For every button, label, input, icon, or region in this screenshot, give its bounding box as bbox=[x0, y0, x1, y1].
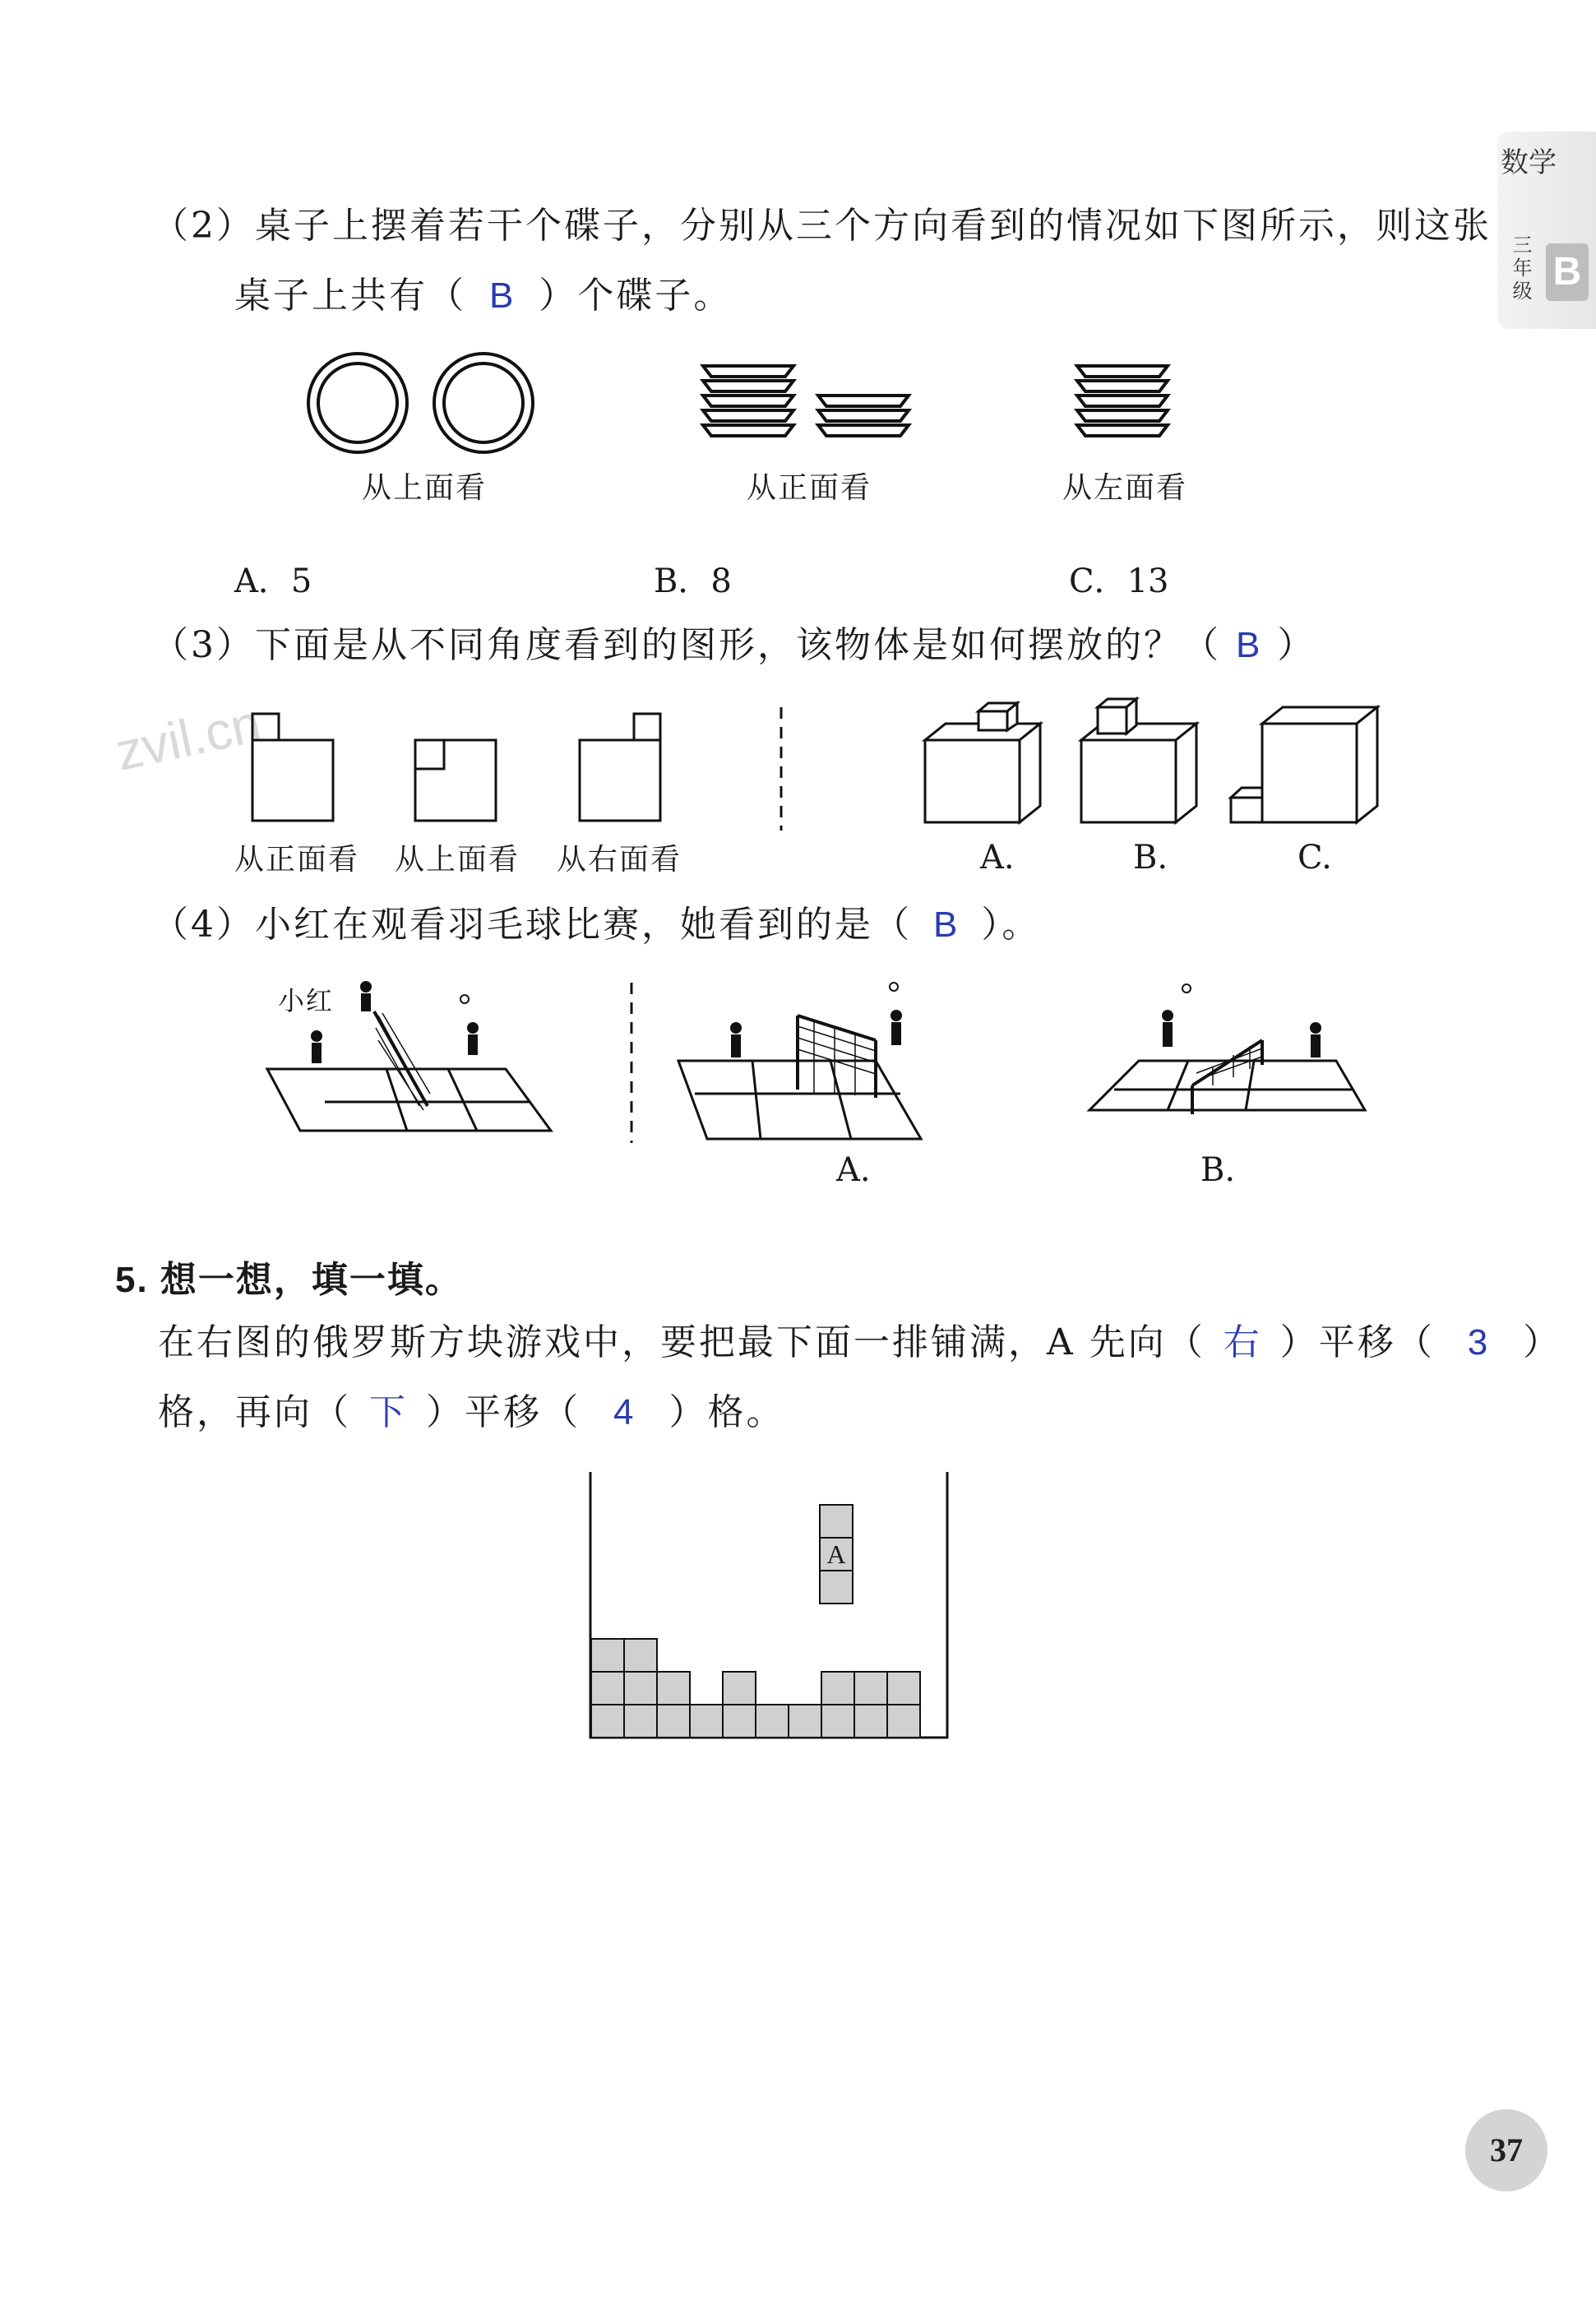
q2-option-b: B．8 bbox=[654, 562, 732, 600]
q4-badminton-scene bbox=[267, 970, 555, 1143]
q3-answer: B bbox=[1236, 625, 1263, 665]
plates-left-view bbox=[1073, 362, 1176, 444]
q5-answer-steps1: 3 bbox=[1467, 1322, 1491, 1363]
subject-label: 数学 bbox=[1501, 146, 1557, 179]
q3-view-right: 从右面看 bbox=[557, 843, 682, 877]
watermark: zvil.cn bbox=[110, 693, 266, 782]
book-tab-b: B bbox=[1546, 243, 1589, 301]
q5-line2: 格，再向（ 下 ）平移（ 4 ）格。 bbox=[158, 1391, 785, 1433]
tetris-piece-label: A bbox=[826, 1539, 846, 1569]
q2-view-top: 从上面看 bbox=[362, 471, 488, 505]
q2-view-left: 从左面看 bbox=[1062, 471, 1188, 505]
q5-heading: 5. 想一想，填一填。 bbox=[115, 1260, 463, 1300]
q5-line1: 在右图的俄罗斯方块游戏中，要把最下面一排铺满，A 先向（ 右 ）平移（ 3 ） bbox=[158, 1321, 1562, 1363]
q4-option-b-image bbox=[1089, 970, 1369, 1135]
q3-view-front: 从正面看 bbox=[234, 843, 360, 877]
q4-answer: B bbox=[933, 905, 960, 945]
page-number: 37 bbox=[1465, 2109, 1547, 2191]
q4-divider bbox=[627, 983, 636, 1143]
q3-cube-options bbox=[921, 683, 1398, 831]
tetris-board bbox=[588, 1472, 954, 1743]
q4-person-label: 小红 bbox=[278, 985, 335, 1016]
q2-line2: 桌子上共有（ B ）个碟子。 bbox=[234, 275, 733, 317]
q2-option-c: C．13 bbox=[1069, 562, 1169, 600]
q3-divider bbox=[777, 707, 785, 831]
q2-view-front: 从正面看 bbox=[747, 471, 872, 505]
q4-option-a-image bbox=[678, 970, 925, 1143]
q3-three-views bbox=[247, 707, 674, 826]
plates-top-view bbox=[304, 349, 543, 456]
q5-answer-direction1: 右 bbox=[1223, 1322, 1262, 1363]
q3-option-a: A. bbox=[980, 839, 1015, 877]
q3-view-top: 从上面看 bbox=[395, 843, 520, 877]
q5-answer-steps2: 4 bbox=[613, 1392, 636, 1432]
plates-front-view bbox=[699, 362, 921, 444]
q4-option-a: A. bbox=[836, 1151, 871, 1189]
q2-option-a: A．5 bbox=[234, 562, 312, 600]
q4-option-b: B. bbox=[1200, 1151, 1236, 1189]
q3-question: （3）下面是从不同角度看到的图形，该物体是如何摆放的？（ B ） bbox=[152, 624, 1316, 666]
q3-option-b: B. bbox=[1133, 839, 1168, 877]
q4-question: （4）小红在观看羽毛球比赛，她看到的是（ B ）。 bbox=[152, 904, 1041, 946]
q5-answer-direction2: 下 bbox=[369, 1392, 408, 1432]
grade-label: 三年级 bbox=[1509, 234, 1532, 303]
q2-answer: B bbox=[489, 275, 516, 316]
q3-option-c: C. bbox=[1298, 839, 1332, 877]
q2-line1: （2）桌子上摆着若干个碟子，分别从三个方向看到的情况如下图所示，则这张 bbox=[152, 205, 1492, 247]
